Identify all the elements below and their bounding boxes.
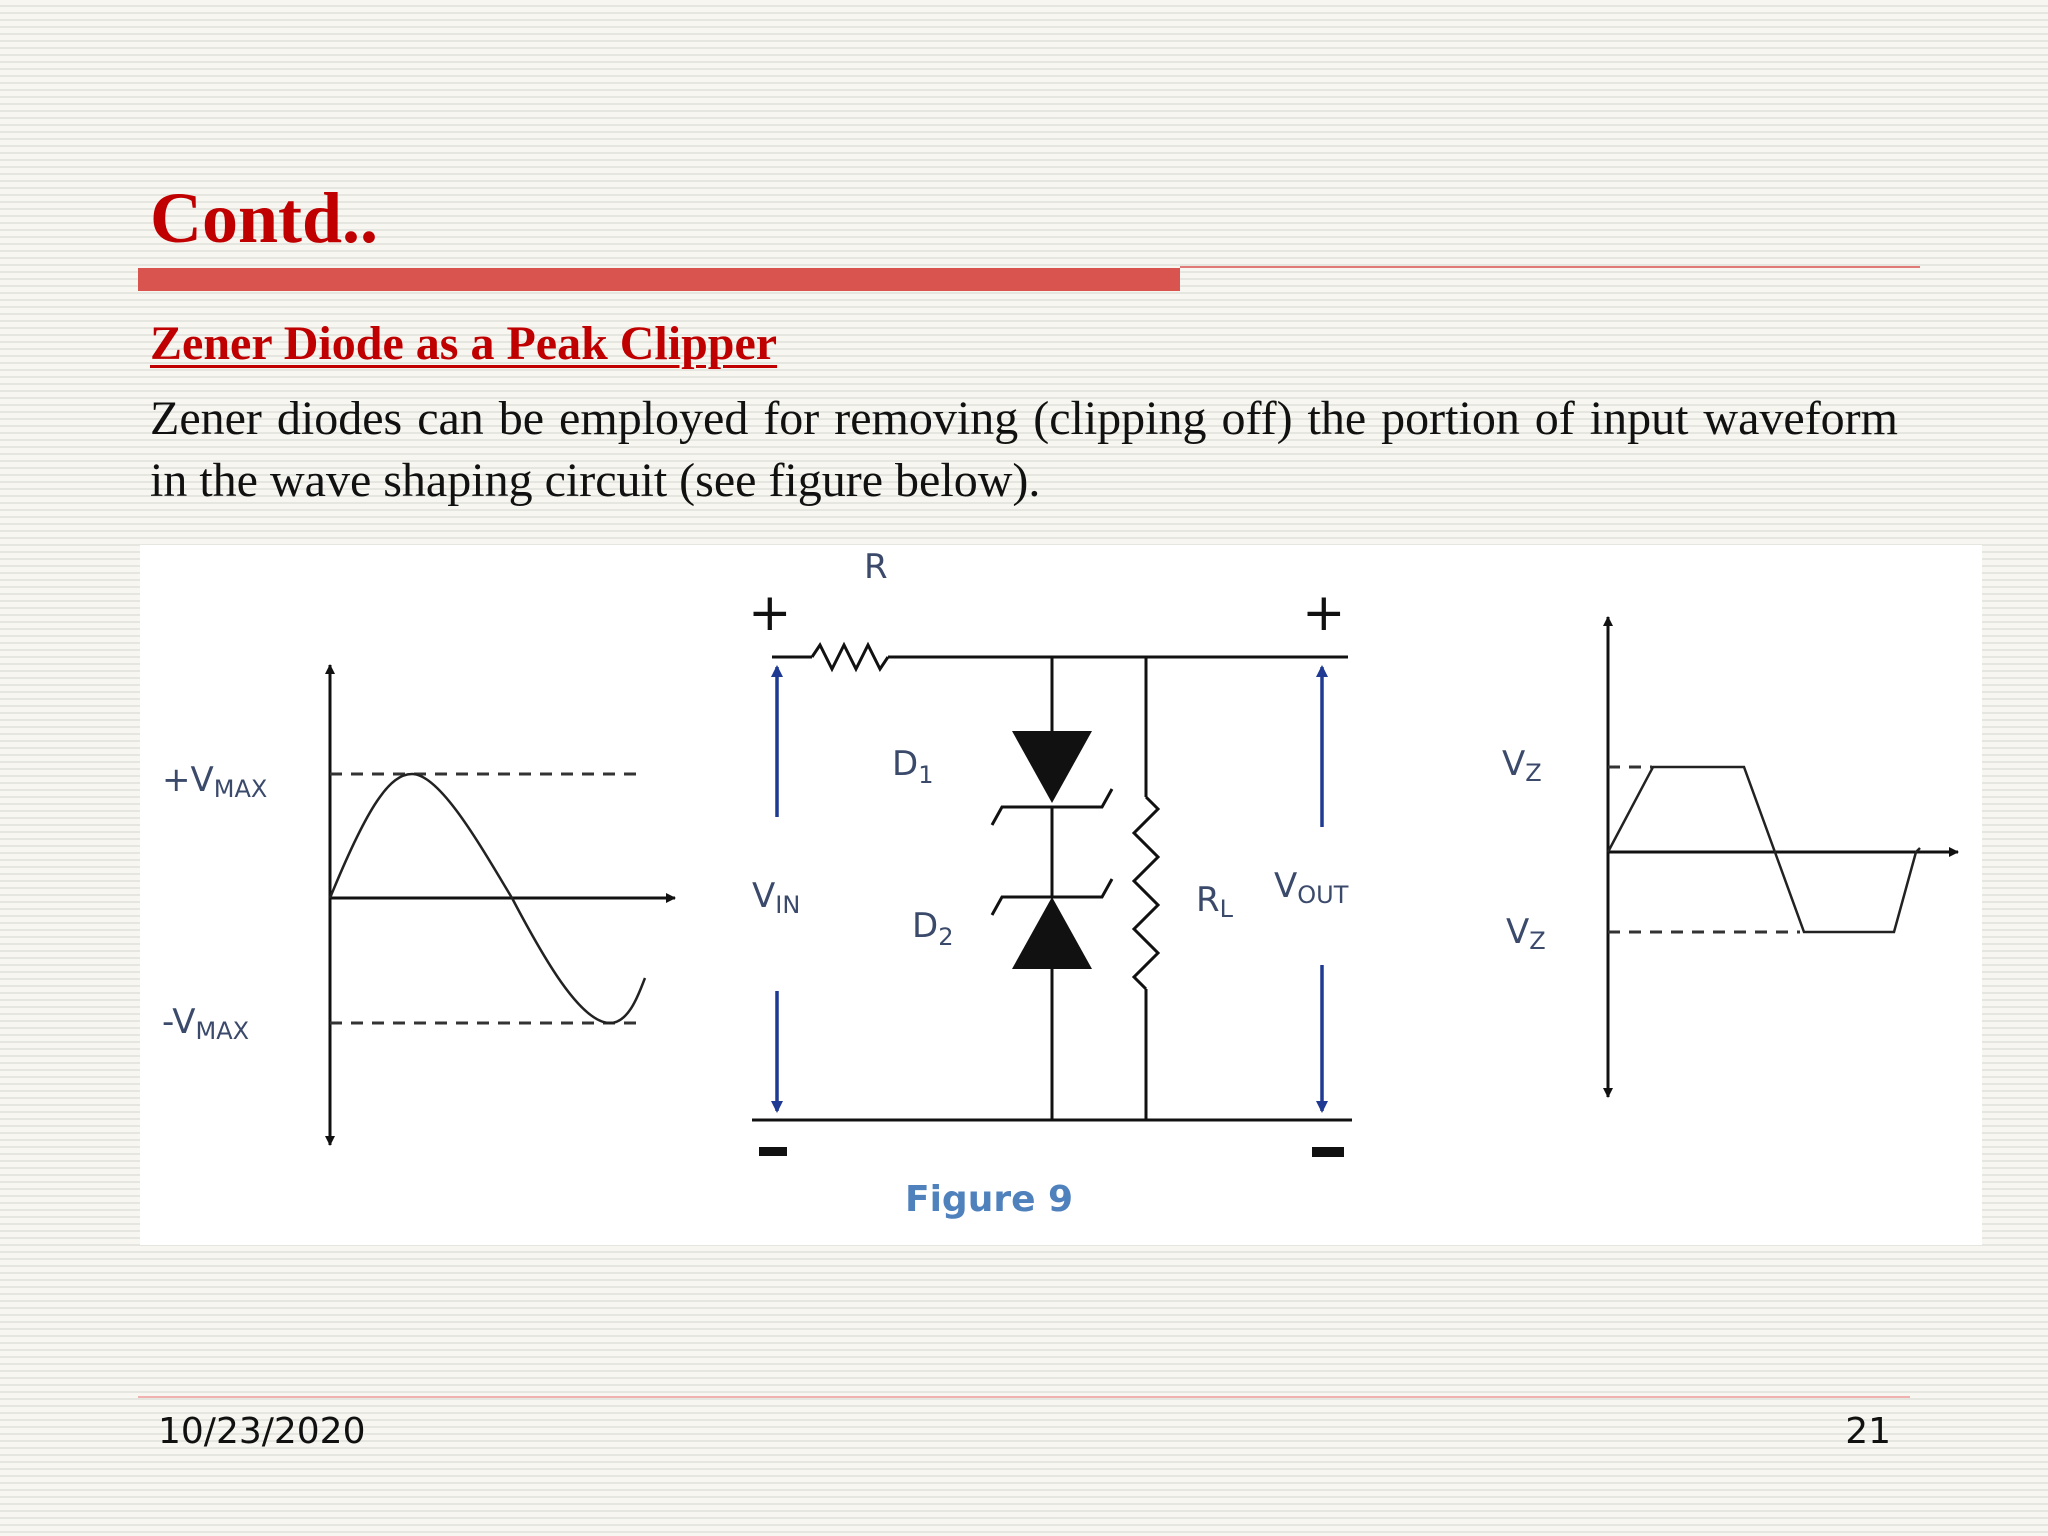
output-waveform bbox=[1502, 617, 1958, 1097]
vout-label: VOUT bbox=[1274, 866, 1349, 909]
section-heading: Zener Diode as a Peak Clipper bbox=[150, 317, 778, 370]
zener-d1-symbol bbox=[1012, 731, 1092, 803]
page-number: 21 bbox=[1845, 1411, 1891, 1452]
pos-vmax-label: +VMAX bbox=[162, 760, 268, 803]
footer-date: 10/23/2020 bbox=[158, 1411, 366, 1452]
load-resistor bbox=[1134, 797, 1158, 989]
input-minus-terminal bbox=[759, 1147, 787, 1156]
body-paragraph: Zener diodes can be employed for removing (clipping off) the portion of input waveform in the wave shaping circuit (see figure below). bbox=[150, 392, 1898, 507]
clipper-diagram bbox=[140, 545, 1982, 1245]
d1-label: $D_1$ bbox=[892, 744, 934, 789]
footer-divider bbox=[138, 1396, 1910, 1398]
output-plus-terminal: + bbox=[1302, 583, 1346, 643]
rl-label: RL bbox=[1196, 880, 1233, 923]
output-minus-terminal bbox=[1312, 1147, 1344, 1157]
resistor-r-label: R bbox=[864, 547, 888, 587]
figure-panel bbox=[140, 545, 1982, 1245]
series-resistor bbox=[812, 645, 888, 669]
d2-label: $D_2$ bbox=[912, 906, 954, 951]
neg-vmax-label: -VMAX bbox=[162, 1002, 250, 1045]
title-underline-bar bbox=[138, 268, 1180, 291]
slide-title: Contd.. bbox=[150, 178, 379, 258]
figure-caption: Figure 9 bbox=[905, 1179, 1074, 1220]
zener-d2-symbol bbox=[1012, 897, 1092, 969]
output-clipped-wave bbox=[1608, 767, 1920, 932]
vz-top-label: VZ bbox=[1502, 744, 1542, 787]
input-plus-terminal: + bbox=[748, 583, 792, 643]
vin-label: VIN bbox=[752, 876, 801, 919]
zener-clipper-circuit bbox=[748, 547, 1352, 1220]
input-waveform bbox=[162, 665, 675, 1145]
title-underline-rule bbox=[1180, 266, 1920, 268]
vz-bottom-label: VZ bbox=[1506, 912, 1546, 955]
